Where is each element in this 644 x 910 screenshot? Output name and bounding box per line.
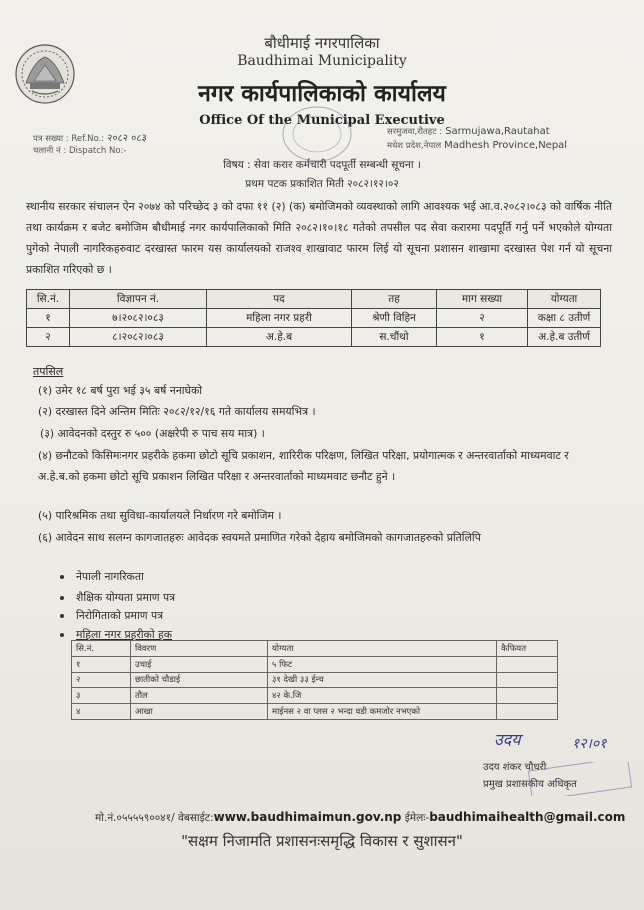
website-link[interactable]: www.baudhimaimun.gov.np [213,810,402,824]
sub-table-header-row [72,641,558,657]
office-title-np: नगर कार्यपालिकाको कार्यालय [198,80,446,107]
official-seal-icon [528,762,632,796]
police-requirements-table [71,640,558,720]
email-label: ईमेलः- [404,812,430,824]
signature-date: १२।०१ [572,736,607,752]
table-cell: ८।२०८२।०८३ [70,328,207,347]
office-stamp-icon [280,104,354,164]
header-cell: योग्यता [528,290,601,309]
table-cell: १ [72,656,131,672]
bullet-text: शैक्षिक योग्यता प्रमाण पत्र [76,591,176,604]
website-label: / वेबसाईट: [171,812,214,824]
list-item: (४) छनौटको किसिमःनगर प्रहरीके हकमा छोटो सूचि प्रकाशन, शारिरीक परिक्षण, लिखित परिक्षा, प्रयोगात्मक र अन्तरवार्ताको माध्यमवाट र अ.हे.ब.को हकमा छोटो सूचि प्रकाशन लिखित परिक्षा र अन्तरवार्ताको माध्यमवाट छनौट हुने । [38,449,569,483]
table-row [72,656,558,672]
tapsil-heading: तपसिल [33,365,64,378]
table-cell [497,704,558,720]
header-cell: कैफियत [497,641,558,657]
list-item: (३) आवेदनको दस्तुर रु ५०० (अक्षरेपी रु पाच सय मात्र) । [40,427,265,440]
municipality-name-en: Baudhimai Municipality [237,53,407,69]
table-cell: श्रेणी विहिन [352,309,437,328]
ref-no [33,130,147,144]
province-value: Madhesh Province,Nepal [444,140,568,151]
bullet-item [60,608,163,623]
table-cell: २ [72,672,131,688]
table-cell: ३ [72,688,131,704]
table-cell: स.चौंथो [352,328,437,347]
header-cell: तह [352,290,437,309]
bullet-item [60,569,144,584]
email-link[interactable]: baudhimaihealth@gmail.com [429,810,626,824]
vacancy-table [26,289,601,347]
table-cell: ७।२०८२।०८३ [70,309,207,328]
header-cell: पद [207,290,352,309]
intro-paragraph: स्थानीय सरकार संचालन ऐन २०७४ को परिच्छेद ३ को दफा ११ (२) (क) बमोजिमको व्यवस्थाको लागि आवश्यक भई आ.व.२०८२।०८३ को वार्षिक नीति तथा कार्यक्रम र बजेट बमोजिम बौधीमाई नगर कार्यपालिकाको मिति २०८२।१०।१८ गतेको तपसील पद सेवा करारमा पदपूर्ति गर्नु पर्ने भएकोले योग्यता पुगेको नेपाली नागरिकहरुवाट दरखास्त फारम यस कार्यालयको राजश्व शाखावाट फारम लिई यो सूचना प्रशासन शाखामा दरखास्त पेश गर्न यो सूचना प्रकाशित गरिएको छ । [26,200,612,276]
ref-label: पत्र सख्या : Ref.No.: [33,134,105,144]
table-cell: २ [27,328,70,347]
subject-line: विषय : सेवा करार कर्मचारी पदपूर्ती सम्बन्धी सूचना । [223,159,421,171]
list-item: (२) दरखास्त दिने अन्तिम मितिः २०८२/१२/१६ गते कार्यालय समयभित्र । [38,405,316,418]
bullet-dot [60,614,64,618]
table-cell: २ [437,309,528,328]
table-cell: तौल [131,688,268,704]
list-item: (५) पारिश्रमिक तथा सुविधा-कार्यालयले निर्धारण गरे बमोजिम । [38,509,282,522]
table-cell: अ.हे.ब उतीर्ण [528,328,601,347]
table-cell [497,672,558,688]
bullet-text: नेपाली नागरिकता [76,570,144,583]
table-cell: ४ [72,704,131,720]
table-header-row [27,290,601,309]
publish-date-line: प्रथम पटक प्रकाशित मिती २०८२।१२।०२ [245,178,399,190]
province-label: मधेश प्रदेश,नेपाल [387,141,442,151]
bullet-dot [60,575,64,579]
motto: "सक्षम निजामति प्रशासनःसमृद्धि विकास र सुशासन" [181,832,463,850]
table-cell: महिला नगर प्रहरी [207,309,352,328]
table-cell: आखा [131,704,268,720]
table-cell: माईनस २ वा प्लस २ भन्दा वडी कमजोर नभएको [268,704,497,720]
list-item: (१) उमेर १८ बर्ष पुरा भई ३५ बर्ष ननाघेको [38,384,203,397]
table-cell: १ [27,309,70,328]
header-cell: माग सख्या [437,290,528,309]
municipality-name-np: बौधीमाई नगरपालिका [264,34,380,52]
header-cell: सि.नं. [27,290,70,309]
address [387,126,550,137]
header-cell: योग्यता [268,641,497,657]
bullet-text: महिला नगर प्रहरीको हक [76,628,173,641]
table-row [72,704,558,720]
table-row [27,309,601,328]
table-cell: अ.हे.ब [207,328,352,347]
table-cell: १ [437,328,528,347]
signatory-title: प्रमुख प्रशासकीय अधिकृत [483,779,577,790]
dispatch-no: चलानी नं : Dispatch No:- [33,146,127,156]
province [387,140,567,151]
table-cell: ५ फिट [268,656,497,672]
bullet-item [60,590,175,605]
table-cell: ३१ देखी ३३ ईन्च [268,672,497,688]
address-value: Sarmujawa,Rautahat [445,126,550,137]
table-row [72,672,558,688]
office-title-en: Office Of the Municipal Executive [199,113,445,128]
signatory-name: उदय शंकर चौधरी [483,762,547,773]
table-cell: छातीको चौडाई [131,672,268,688]
header-cell: विवरण [131,641,268,657]
bullet-dot [60,633,64,637]
signature-scribble: उदय [494,730,521,749]
bullet-dot [60,596,64,600]
phone-number: मो.नं.०५५५५९००४१ [95,812,172,824]
table-cell [497,688,558,704]
footer-contact [95,810,625,825]
table-cell [497,656,558,672]
header-cell: विज्ञापन नं. [70,290,207,309]
ref-value: २०८२ ०८३ [107,133,147,144]
table-row [72,688,558,704]
table-cell: उचाई [131,656,268,672]
table-row [27,328,601,347]
bullet-text: निरोगिताको प्रमाण पत्र [76,609,164,622]
list-item: (६) आवेदन साथ सलग्न कागजातहरुः आवेदक स्वयमते प्रमाणित गरेको देहाय बमोजिमको कागजातहरुको प्रतिलिपि [38,531,481,544]
address-label: सरमुजवा,रौतहट : [387,127,443,137]
table-cell: ४२ के.जि [268,688,497,704]
header-cell: सि.नं. [72,641,131,657]
table-cell: कक्षा ८ उतीर्ण [528,309,601,328]
